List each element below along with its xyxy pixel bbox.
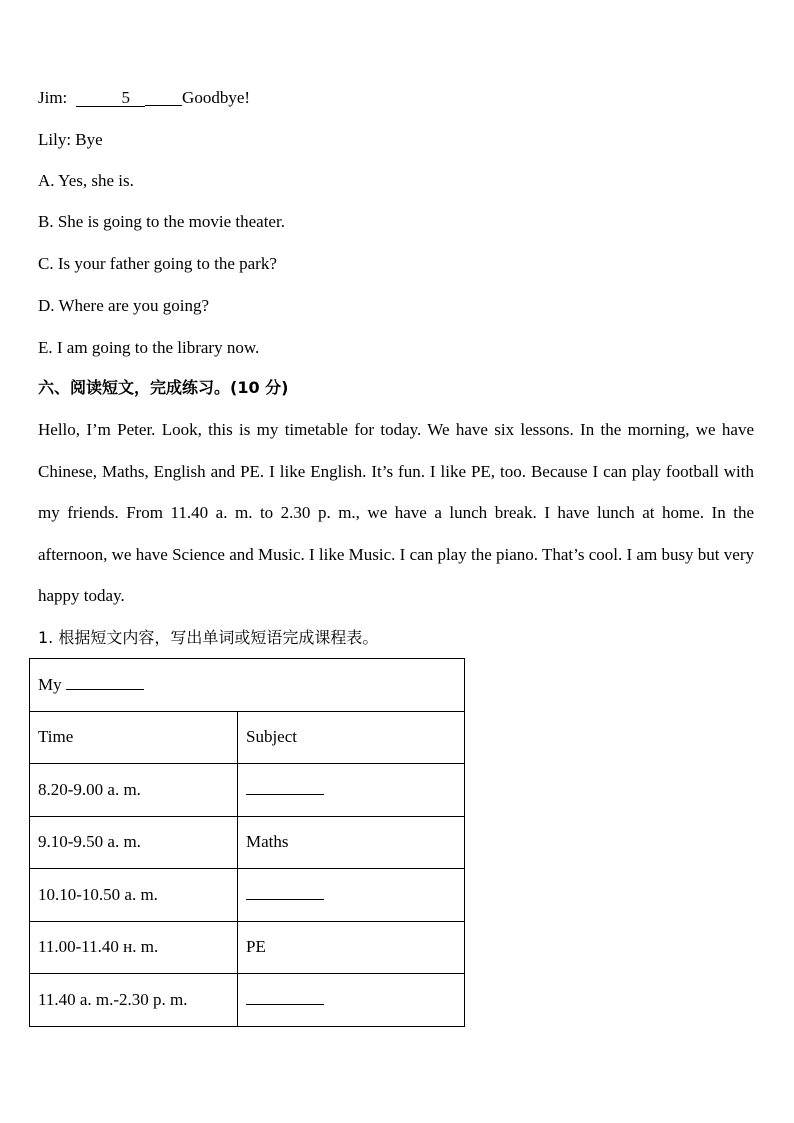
option-c: C. Is your father going to the park? bbox=[38, 254, 277, 273]
table-row bbox=[30, 921, 465, 974]
subject-blank[interactable] bbox=[246, 885, 324, 900]
dialogue-jim-line bbox=[38, 88, 250, 108]
row-subject-blank[interactable] bbox=[238, 764, 465, 817]
timetable-title-prefix: My bbox=[38, 674, 62, 694]
table-row bbox=[30, 816, 465, 869]
header-subject: Subject bbox=[238, 711, 465, 764]
timetable-title-row bbox=[30, 659, 465, 712]
row-subject: Maths bbox=[238, 816, 465, 869]
row-time: 11.00-11.40 н. m. bbox=[30, 921, 238, 974]
table-row bbox=[30, 974, 465, 1027]
subject-blank[interactable] bbox=[246, 780, 324, 795]
table-row bbox=[30, 764, 465, 817]
timetable bbox=[29, 658, 465, 1027]
row-subject-blank[interactable] bbox=[238, 974, 465, 1027]
option-d: D. Where are you going? bbox=[38, 296, 210, 315]
timetable-title-cell bbox=[30, 659, 465, 712]
answer-blank-5[interactable]: 5 bbox=[76, 89, 146, 107]
row-subject: PE bbox=[238, 921, 465, 974]
row-time: 10.10-10.50 a. m. bbox=[30, 869, 238, 922]
reading-passage: Hello, I’m Peter. Look, this is my timetable for today. We have six lessons. In the morning, we have Chinese, Maths, English and PE. I like English. It’s fun. I like PE, too. Because I can play football with my friends. From 11.40 a. m. to 2.30 p. m., we have a lunch break. I have lunch at home. In the afternoon, we have Science and Music. I like Music. I can play the piano. That’s cool. I am busy but very happy today. bbox=[38, 420, 754, 605]
timetable-header-row bbox=[30, 711, 465, 764]
row-time: 8.20-9.00 a. m. bbox=[30, 764, 238, 817]
header-time: Time bbox=[30, 711, 238, 764]
row-time: 11.40 a. m.-2.30 p. m. bbox=[30, 974, 238, 1027]
jim-text: Goodbye! bbox=[182, 88, 251, 107]
row-time: 9.10-9.50 a. m. bbox=[30, 816, 238, 869]
table-row bbox=[30, 869, 465, 922]
option-b: B. She is going to the movie theater. bbox=[38, 212, 285, 231]
answer-blank-5-tail bbox=[145, 88, 182, 106]
option-a: A. Yes, she is. bbox=[38, 171, 134, 190]
timetable-title-blank[interactable] bbox=[66, 675, 144, 690]
section-heading: 六、阅读短文，完成练习。(10 分) bbox=[38, 378, 289, 397]
task-instruction: 1. 根据短文内容，写出单词或短语完成课程表。 bbox=[38, 628, 379, 647]
option-e: E. I am going to the library now. bbox=[38, 338, 260, 357]
jim-speaker: Jim: bbox=[38, 88, 68, 107]
dialogue-lily-line: Lily: Bye bbox=[38, 130, 103, 149]
subject-blank[interactable] bbox=[246, 990, 324, 1005]
row-subject-blank[interactable] bbox=[238, 869, 465, 922]
